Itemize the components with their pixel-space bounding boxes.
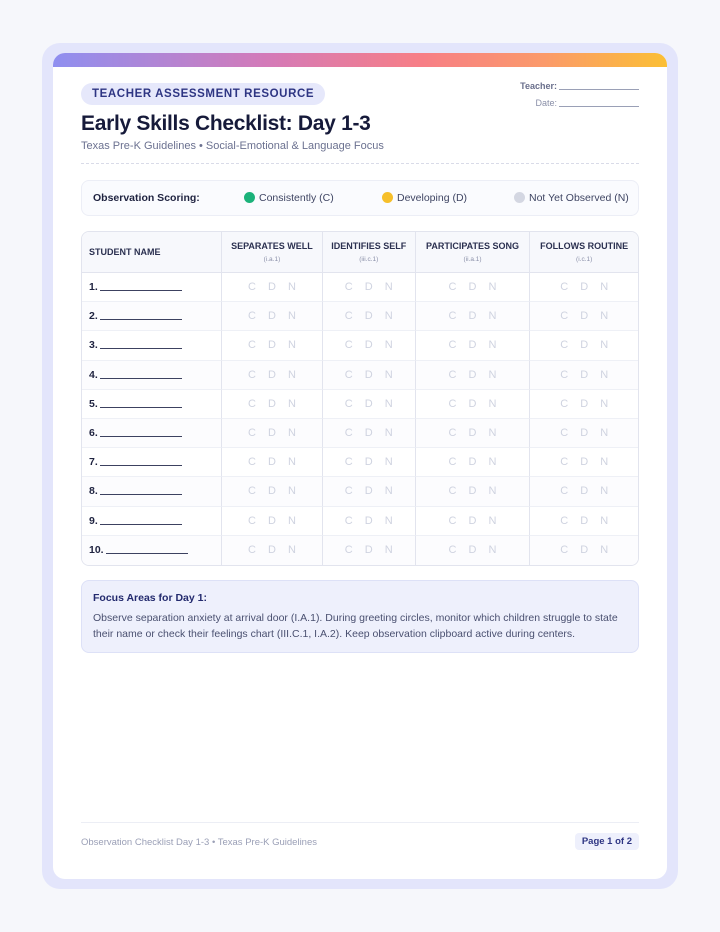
table-row [82, 273, 638, 302]
score-option-d[interactable]: D [267, 397, 276, 410]
date-label: Date: [535, 98, 557, 108]
score-option-n[interactable]: N [384, 544, 393, 557]
score-option-c[interactable]: C [344, 281, 353, 294]
score-option-c[interactable]: C [344, 339, 353, 352]
checklist-sheet [53, 53, 667, 879]
score-option-d[interactable]: D [580, 310, 589, 323]
student-name-cell[interactable] [82, 536, 221, 565]
date-field[interactable] [535, 98, 639, 108]
score-option-c[interactable]: C [344, 368, 353, 381]
score-option-n[interactable]: N [488, 368, 497, 381]
score-option-n[interactable]: N [384, 397, 393, 410]
table-row [82, 390, 638, 419]
score-option-d[interactable]: D [364, 427, 373, 440]
score-option-n[interactable]: N [384, 485, 393, 498]
score-option-d[interactable]: D [267, 310, 276, 323]
score-option-c[interactable]: C [560, 339, 569, 352]
score-option-c[interactable]: C [247, 514, 256, 527]
score-cell [322, 477, 415, 506]
score-option-c[interactable]: C [344, 310, 353, 323]
score-cell [415, 273, 530, 302]
score-cell [221, 331, 322, 360]
student-name-cell[interactable] [82, 419, 221, 448]
score-cell [322, 302, 415, 331]
table-row [82, 507, 638, 536]
score-option-c[interactable]: C [448, 339, 457, 352]
score-cell [415, 448, 530, 477]
score-option-n[interactable]: N [488, 310, 497, 323]
score-cell [415, 536, 530, 565]
name-blank-line[interactable] [100, 378, 182, 379]
score-option-c[interactable]: C [344, 397, 353, 410]
score-cell [221, 507, 322, 536]
score-option-n[interactable]: N [488, 514, 497, 527]
column-header-student-name: STUDENT NAME [82, 232, 221, 273]
score-option-d[interactable]: D [364, 281, 373, 294]
score-option-d[interactable]: D [468, 544, 477, 557]
legend-title: Observation Scoring: [93, 192, 200, 204]
page-number-badge: Page 1 of 2 [575, 833, 639, 850]
name-blank-line[interactable] [100, 319, 182, 320]
page-subtitle: Texas Pre-K Guidelines • Social-Emotional & Language Focus [81, 140, 384, 152]
score-option-c[interactable]: C [560, 427, 569, 440]
table-header-row [82, 232, 638, 273]
score-cell [415, 302, 530, 331]
name-blank-line[interactable] [106, 553, 188, 554]
name-blank-line[interactable] [100, 524, 182, 525]
student-name-cell[interactable] [82, 361, 221, 390]
score-option-n[interactable]: N [287, 397, 296, 410]
score-option-n[interactable]: N [287, 485, 296, 498]
score-cell [221, 448, 322, 477]
score-cell [529, 361, 638, 390]
score-option-n[interactable]: N [600, 544, 609, 557]
score-option-c[interactable]: C [560, 544, 569, 557]
table-row [82, 331, 638, 360]
score-cell [322, 273, 415, 302]
score-option-n[interactable]: N [384, 281, 393, 294]
score-option-d[interactable]: D [364, 485, 373, 498]
row-number: 9. [89, 514, 98, 527]
gradient-top-bar [53, 53, 667, 67]
score-cell [529, 273, 638, 302]
score-cell [221, 273, 322, 302]
score-option-d[interactable]: D [580, 485, 589, 498]
score-option-n[interactable]: N [384, 427, 393, 440]
name-blank-line[interactable] [100, 348, 182, 349]
legend-item-developing: Developing (D) [382, 192, 467, 204]
name-blank-line[interactable] [100, 436, 182, 437]
score-option-c[interactable]: C [560, 310, 569, 323]
score-option-c[interactable]: C [344, 485, 353, 498]
score-option-c[interactable]: C [247, 427, 256, 440]
table-row [82, 448, 638, 477]
score-option-d[interactable]: D [267, 485, 276, 498]
score-option-d[interactable]: D [364, 339, 373, 352]
score-option-c[interactable]: C [560, 397, 569, 410]
score-option-d[interactable]: D [468, 397, 477, 410]
focus-body: Observe separation anxiety at arrival door (I.A.1). During greeting circles, monitor which children struggle to state their name or check their feelings chart (III.C.1, I.A.2). Keep observation clipboard active during centers. [93, 612, 618, 640]
score-cell [529, 419, 638, 448]
score-cell [221, 419, 322, 448]
row-number: 5. [89, 397, 98, 410]
row-number: 2. [89, 310, 98, 323]
score-cell [415, 477, 530, 506]
focus-title: Focus Areas for Day 1: [93, 592, 207, 604]
table-row [82, 419, 638, 448]
score-option-n[interactable]: N [488, 397, 497, 410]
score-option-d[interactable]: D [364, 544, 373, 557]
score-option-d[interactable]: D [468, 368, 477, 381]
score-cell [322, 361, 415, 390]
score-option-c[interactable]: C [247, 368, 256, 381]
name-blank-line[interactable] [100, 494, 182, 495]
teacher-field[interactable] [520, 81, 639, 91]
score-option-c[interactable]: C [344, 427, 353, 440]
score-option-d[interactable]: D [580, 427, 589, 440]
score-option-d[interactable]: D [580, 368, 589, 381]
gray-dot-icon [514, 192, 525, 203]
score-cell [322, 448, 415, 477]
column-header-separates-well: SEPARATES WELL (i.a.1) [221, 232, 322, 273]
score-option-n[interactable]: N [600, 485, 609, 498]
score-cell [322, 536, 415, 565]
score-option-c[interactable]: C [448, 281, 457, 294]
score-cell [322, 507, 415, 536]
name-blank-line[interactable] [100, 290, 182, 291]
score-option-n[interactable]: N [600, 397, 609, 410]
score-option-n[interactable]: N [287, 456, 296, 469]
score-cell [415, 507, 530, 536]
score-option-d[interactable]: D [468, 485, 477, 498]
legend-item-consistently: Consistently (C) [244, 192, 334, 204]
name-blank-line[interactable] [100, 465, 182, 466]
score-option-n[interactable]: N [287, 368, 296, 381]
teacher-label: Teacher: [520, 81, 557, 91]
column-header-identifies-self: IDENTIFIES SELF (iii.c.1) [322, 232, 415, 273]
score-option-n[interactable]: N [287, 544, 296, 557]
score-option-d[interactable]: D [468, 310, 477, 323]
score-option-n[interactable]: N [488, 339, 497, 352]
score-option-c[interactable]: C [247, 281, 256, 294]
score-option-c[interactable]: C [560, 368, 569, 381]
score-option-c[interactable]: C [247, 485, 256, 498]
student-name-cell[interactable] [82, 477, 221, 506]
column-header-follows-routine: FOLLOWS ROUTINE (i.c.1) [529, 232, 638, 273]
score-option-n[interactable]: N [384, 514, 393, 527]
score-cell [221, 477, 322, 506]
score-option-c[interactable]: C [448, 544, 457, 557]
score-cell [529, 448, 638, 477]
score-option-c[interactable]: C [247, 544, 256, 557]
score-option-d[interactable]: D [364, 514, 373, 527]
scoring-legend [81, 180, 639, 216]
score-option-d[interactable]: D [468, 514, 477, 527]
score-option-d[interactable]: D [364, 456, 373, 469]
score-option-c[interactable]: C [247, 456, 256, 469]
score-option-n[interactable]: N [488, 485, 497, 498]
score-option-n[interactable]: N [600, 310, 609, 323]
score-option-d[interactable]: D [267, 456, 276, 469]
score-option-d[interactable]: D [580, 339, 589, 352]
table-row [82, 477, 638, 506]
score-option-n[interactable]: N [384, 339, 393, 352]
focus-areas-box [81, 580, 639, 653]
score-option-d[interactable]: D [267, 368, 276, 381]
score-option-c[interactable]: C [560, 485, 569, 498]
score-option-n[interactable]: N [287, 310, 296, 323]
score-option-d[interactable]: D [580, 456, 589, 469]
score-cell [415, 419, 530, 448]
student-name-cell[interactable] [82, 507, 221, 536]
score-cell [529, 536, 638, 565]
score-option-d[interactable]: D [364, 368, 373, 381]
score-cell [221, 390, 322, 419]
score-cell [221, 536, 322, 565]
score-option-c[interactable]: C [560, 514, 569, 527]
divider [81, 163, 639, 164]
score-option-n[interactable]: N [287, 427, 296, 440]
score-option-n[interactable]: N [488, 544, 497, 557]
score-option-d[interactable]: D [580, 514, 589, 527]
score-option-d[interactable]: D [580, 544, 589, 557]
score-option-n[interactable]: N [600, 456, 609, 469]
score-cell [529, 507, 638, 536]
score-option-c[interactable]: C [344, 544, 353, 557]
score-cell [322, 419, 415, 448]
score-option-d[interactable]: D [267, 339, 276, 352]
footer-text: Observation Checklist Day 1-3 • Texas Pre-K Guidelines [81, 837, 318, 848]
score-option-n[interactable]: N [384, 456, 393, 469]
score-option-d[interactable]: D [468, 427, 477, 440]
score-cell [221, 302, 322, 331]
student-name-cell[interactable] [82, 302, 221, 331]
row-number: 1. [89, 281, 98, 294]
row-number: 10. [89, 544, 104, 557]
page-title: Early Skills Checklist: Day 1-3 [81, 112, 371, 135]
score-option-d[interactable]: D [267, 427, 276, 440]
green-dot-icon [244, 192, 255, 203]
score-option-d[interactable]: D [267, 544, 276, 557]
score-option-c[interactable]: C [448, 310, 457, 323]
student-name-cell[interactable] [82, 331, 221, 360]
score-option-n[interactable]: N [488, 281, 497, 294]
score-option-d[interactable]: D [580, 397, 589, 410]
score-option-n[interactable]: N [600, 514, 609, 527]
score-option-d[interactable]: D [364, 310, 373, 323]
score-option-c[interactable]: C [560, 456, 569, 469]
row-number: 7. [89, 456, 98, 469]
score-cell [221, 361, 322, 390]
score-option-n[interactable]: N [384, 368, 393, 381]
score-option-n[interactable]: N [488, 456, 497, 469]
score-option-d[interactable]: D [267, 514, 276, 527]
score-option-c[interactable]: C [247, 310, 256, 323]
student-name-cell[interactable] [82, 448, 221, 477]
score-option-c[interactable]: C [344, 514, 353, 527]
table-row [82, 536, 638, 565]
score-option-n[interactable]: N [287, 339, 296, 352]
legend-item-not-observed: Not Yet Observed (N) [514, 192, 629, 204]
table-row [82, 302, 638, 331]
checklist-table [81, 231, 639, 566]
score-option-n[interactable]: N [488, 427, 497, 440]
score-option-c[interactable]: C [448, 514, 457, 527]
score-option-n[interactable]: N [600, 368, 609, 381]
score-option-d[interactable]: D [267, 281, 276, 294]
score-option-n[interactable]: N [384, 310, 393, 323]
score-option-c[interactable]: C [448, 427, 457, 440]
score-option-n[interactable]: N [287, 514, 296, 527]
score-option-c[interactable]: C [448, 368, 457, 381]
score-option-n[interactable]: N [600, 281, 609, 294]
resource-badge: TEACHER ASSESSMENT RESOURCE [81, 83, 325, 105]
score-cell [529, 477, 638, 506]
score-option-c[interactable]: C [247, 339, 256, 352]
score-option-d[interactable]: D [468, 281, 477, 294]
score-option-c[interactable]: C [247, 397, 256, 410]
score-option-d[interactable]: D [580, 281, 589, 294]
score-option-d[interactable]: D [364, 397, 373, 410]
footer-divider [81, 822, 639, 823]
score-option-c[interactable]: C [344, 456, 353, 469]
score-cell [415, 361, 530, 390]
row-number: 4. [89, 368, 98, 381]
row-number: 8. [89, 485, 98, 498]
score-option-c[interactable]: C [560, 281, 569, 294]
score-option-d[interactable]: D [468, 456, 477, 469]
score-cell [529, 390, 638, 419]
row-number: 6. [89, 427, 98, 440]
row-number: 3. [89, 339, 98, 352]
student-name-cell[interactable] [82, 273, 221, 302]
score-option-n[interactable]: N [600, 427, 609, 440]
score-cell [529, 331, 638, 360]
student-name-cell[interactable] [82, 390, 221, 419]
score-option-c[interactable]: C [448, 456, 457, 469]
score-cell [322, 390, 415, 419]
score-cell [415, 390, 530, 419]
name-blank-line[interactable] [100, 407, 182, 408]
score-cell [415, 331, 530, 360]
column-header-participates-song: PARTICIPATES SONG (ii.a.1) [415, 232, 530, 273]
table-row [82, 361, 638, 390]
score-option-n[interactable]: N [600, 339, 609, 352]
score-option-c[interactable]: C [448, 397, 457, 410]
yellow-dot-icon [382, 192, 393, 203]
score-cell [322, 331, 415, 360]
score-option-d[interactable]: D [468, 339, 477, 352]
score-option-c[interactable]: C [448, 485, 457, 498]
score-option-n[interactable]: N [287, 281, 296, 294]
score-cell [529, 302, 638, 331]
